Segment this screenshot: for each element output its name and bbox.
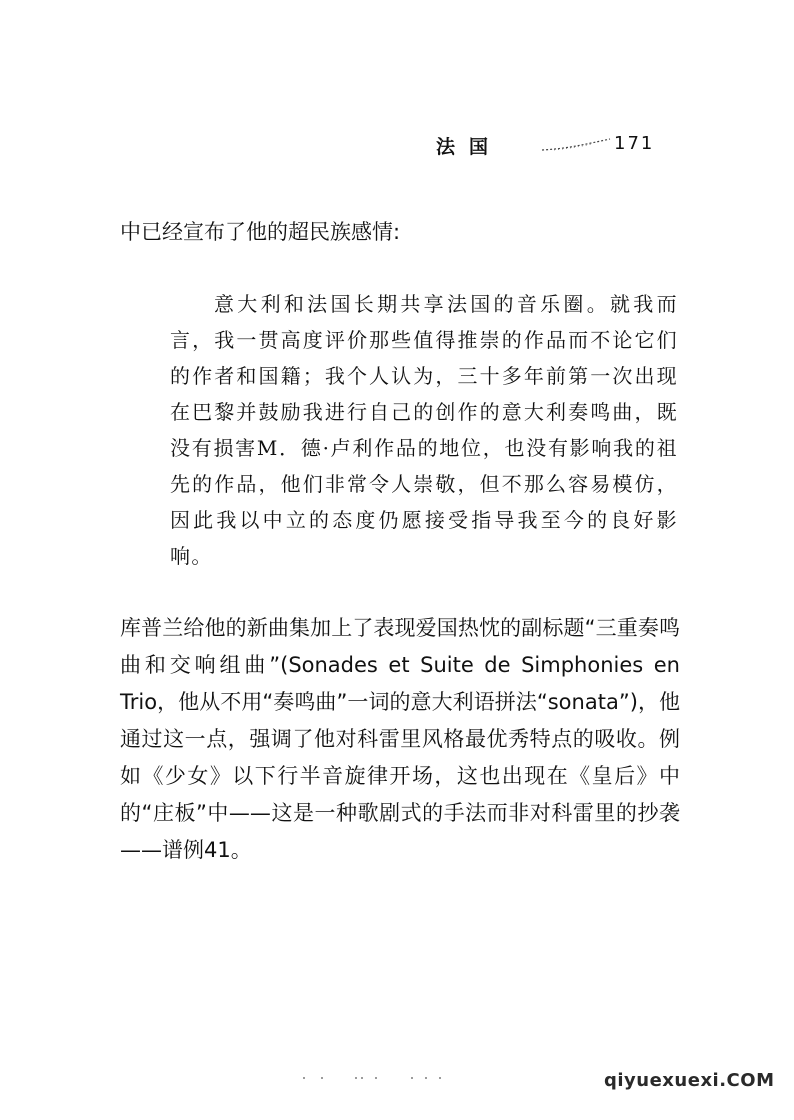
lead-line: 中已经宣布了他的超民族感情: <box>120 220 401 244</box>
site-watermark: qiyuexuexi.COM <box>604 1070 775 1091</box>
body-paragraph: 库普兰给他的新曲集加上了表现爱国热忱的副标题“三重奏鸣曲和交响组曲”(Sonades et Suite de Simphonies en Trio，他从不用“奏鸣曲”一词的意大利语拼法“sonata”)，他通过这一点，强调了他对科雷里风格最优秀特点的吸收。例如《少女》以下行半音旋律开场，这也出现在《皇后》中的“庄板”中——这是一种歌剧式的手法而非对科雷里的抄袭——谱例41。 <box>120 616 680 862</box>
block-quote <box>170 286 678 574</box>
scan-specks <box>300 1074 460 1082</box>
chapter-title: 法国 <box>436 136 503 158</box>
quote-paragraph: 意大利和法国长期共享法国的音乐圈。就我而言，我一贯高度评价那些值得推崇的作品而不论它们的作者和国籍；我个人认为，三十多年前第一次出现在巴黎并鼓励我进行自己的创作的意大利奏鸣曲，既没有损害M．德·卢利作品的地位，也没有影响我的祖先的作品，他们非常令人崇敬，但不那么容易模仿，因此我以中立的态度仍愿接受指导我至今的良好影响。 <box>170 292 678 568</box>
body-paragraph-block <box>120 610 680 869</box>
running-header <box>436 132 666 162</box>
header-flourish-ornament <box>540 138 612 152</box>
page-number: 171 <box>614 133 655 154</box>
